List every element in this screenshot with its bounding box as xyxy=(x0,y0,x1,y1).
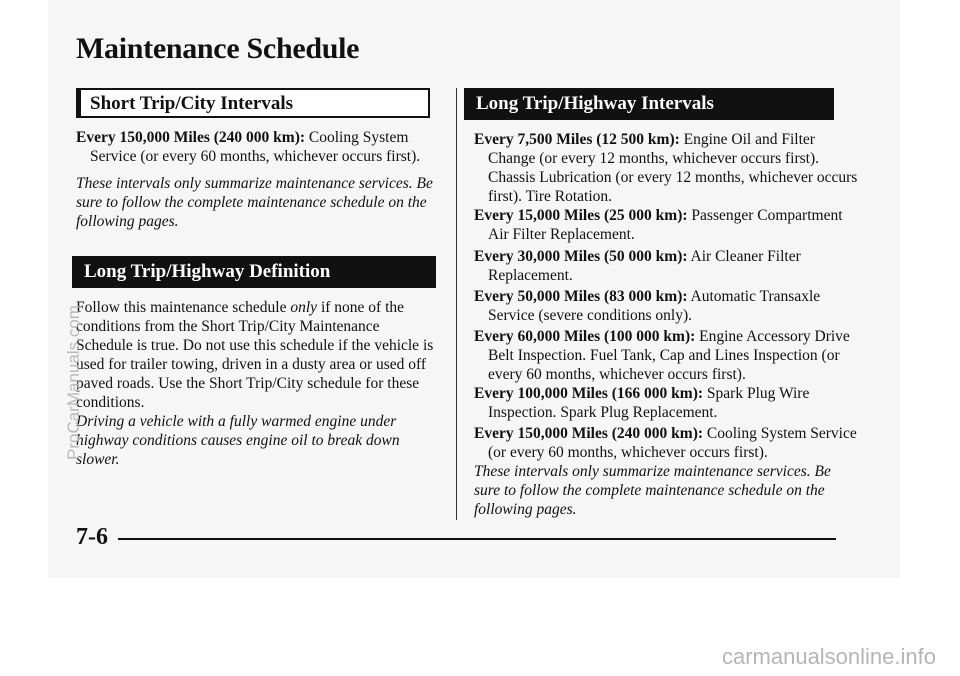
definition-paragraph xyxy=(76,298,438,412)
short-interval-entry xyxy=(76,128,450,166)
interval-entry xyxy=(474,327,860,384)
short-trip-heading xyxy=(76,88,430,118)
interval-entry xyxy=(474,130,860,206)
heading-bar xyxy=(78,90,81,116)
short-trip-note: These intervals only summarize maintenance services. Be sure to follow the complete maintenance schedule on the following pages. xyxy=(76,175,433,230)
vertical-watermark: ProCarManuals.com xyxy=(64,305,83,460)
column-divider xyxy=(456,88,457,520)
interval-text: Spark Plug Wire Inspection. Spark Plug Replacement. xyxy=(488,385,810,421)
interval-entry xyxy=(474,424,860,462)
interval-text: Engine Oil and Filter Change (or every 12 months, whichever occurs first). Chassis Lubrication (or every 12 months, whichever occurs first). Tire Rotation. xyxy=(488,131,858,205)
page-title: Maintenance Schedule xyxy=(76,32,360,65)
definition-text-only: only xyxy=(290,299,318,316)
interval-text: Cooling System Service (or every 60 months, whichever occurs first). xyxy=(90,129,421,165)
long-trip-intervals-heading: Long Trip/Highway Intervals xyxy=(464,88,834,120)
page-number: 7-6 xyxy=(76,524,108,550)
interval-entry xyxy=(474,247,860,285)
interval-label: Every 50,000 Miles (83 000 km): xyxy=(474,288,688,305)
interval-text: Passenger Compartment Air Filter Replacement. xyxy=(488,207,843,243)
interval-label: Every 60,000 Miles (100 000 km): xyxy=(474,328,696,345)
interval-label: Every 30,000 Miles (50 000 km): xyxy=(474,248,688,265)
footer-rule xyxy=(118,538,836,540)
interval-label: Every 15,000 Miles (25 000 km): xyxy=(474,207,688,224)
definition-text-before: Follow this maintenance schedule xyxy=(76,299,291,316)
interval-text: Engine Accessory Drive Belt Inspection. Fuel Tank, Cap and Lines Inspection (or every 60 months, whichever occurs first). xyxy=(488,328,850,383)
interval-label: Every 100,000 Miles (166 000 km): xyxy=(474,385,704,402)
definition-note: Driving a vehicle with a fully warmed engine under highway conditions causes engine oil to break down slower. xyxy=(76,413,400,468)
interval-text: Air Cleaner Filter Replacement. xyxy=(488,248,801,284)
long-trip-note: These intervals only summarize maintenance services. Be sure to follow the complete maintenance schedule on the following pages. xyxy=(474,463,831,518)
bottom-watermark: carmanualsonline.info xyxy=(721,644,936,669)
interval-entry xyxy=(474,287,860,325)
interval-label: Every 7,500 Miles (12 500 km): xyxy=(474,131,680,148)
interval-entry xyxy=(474,384,860,422)
long-trip-definition-heading: Long Trip/Highway Definition xyxy=(72,256,436,288)
interval-label: Every 150,000 Miles (240 000 km): xyxy=(76,129,306,146)
definition-text-after: if none of the conditions from the Short Trip/City Maintenance Schedule is true. Do not use this schedule if the vehicle is used for trailer towing, driven in a dusty area or used off paved roads. Use the Short Trip/City schedule for these conditions. xyxy=(76,299,434,411)
interval-text: Cooling System Service (or every 60 months, whichever occurs first). xyxy=(488,425,857,461)
short-trip-heading-label: Short Trip/City Intervals xyxy=(90,93,294,114)
interval-entry xyxy=(474,206,860,244)
interval-label: Every 150,000 Miles (240 000 km): xyxy=(474,425,704,442)
interval-text: Automatic Transaxle Service (severe conditions only). xyxy=(488,288,821,324)
